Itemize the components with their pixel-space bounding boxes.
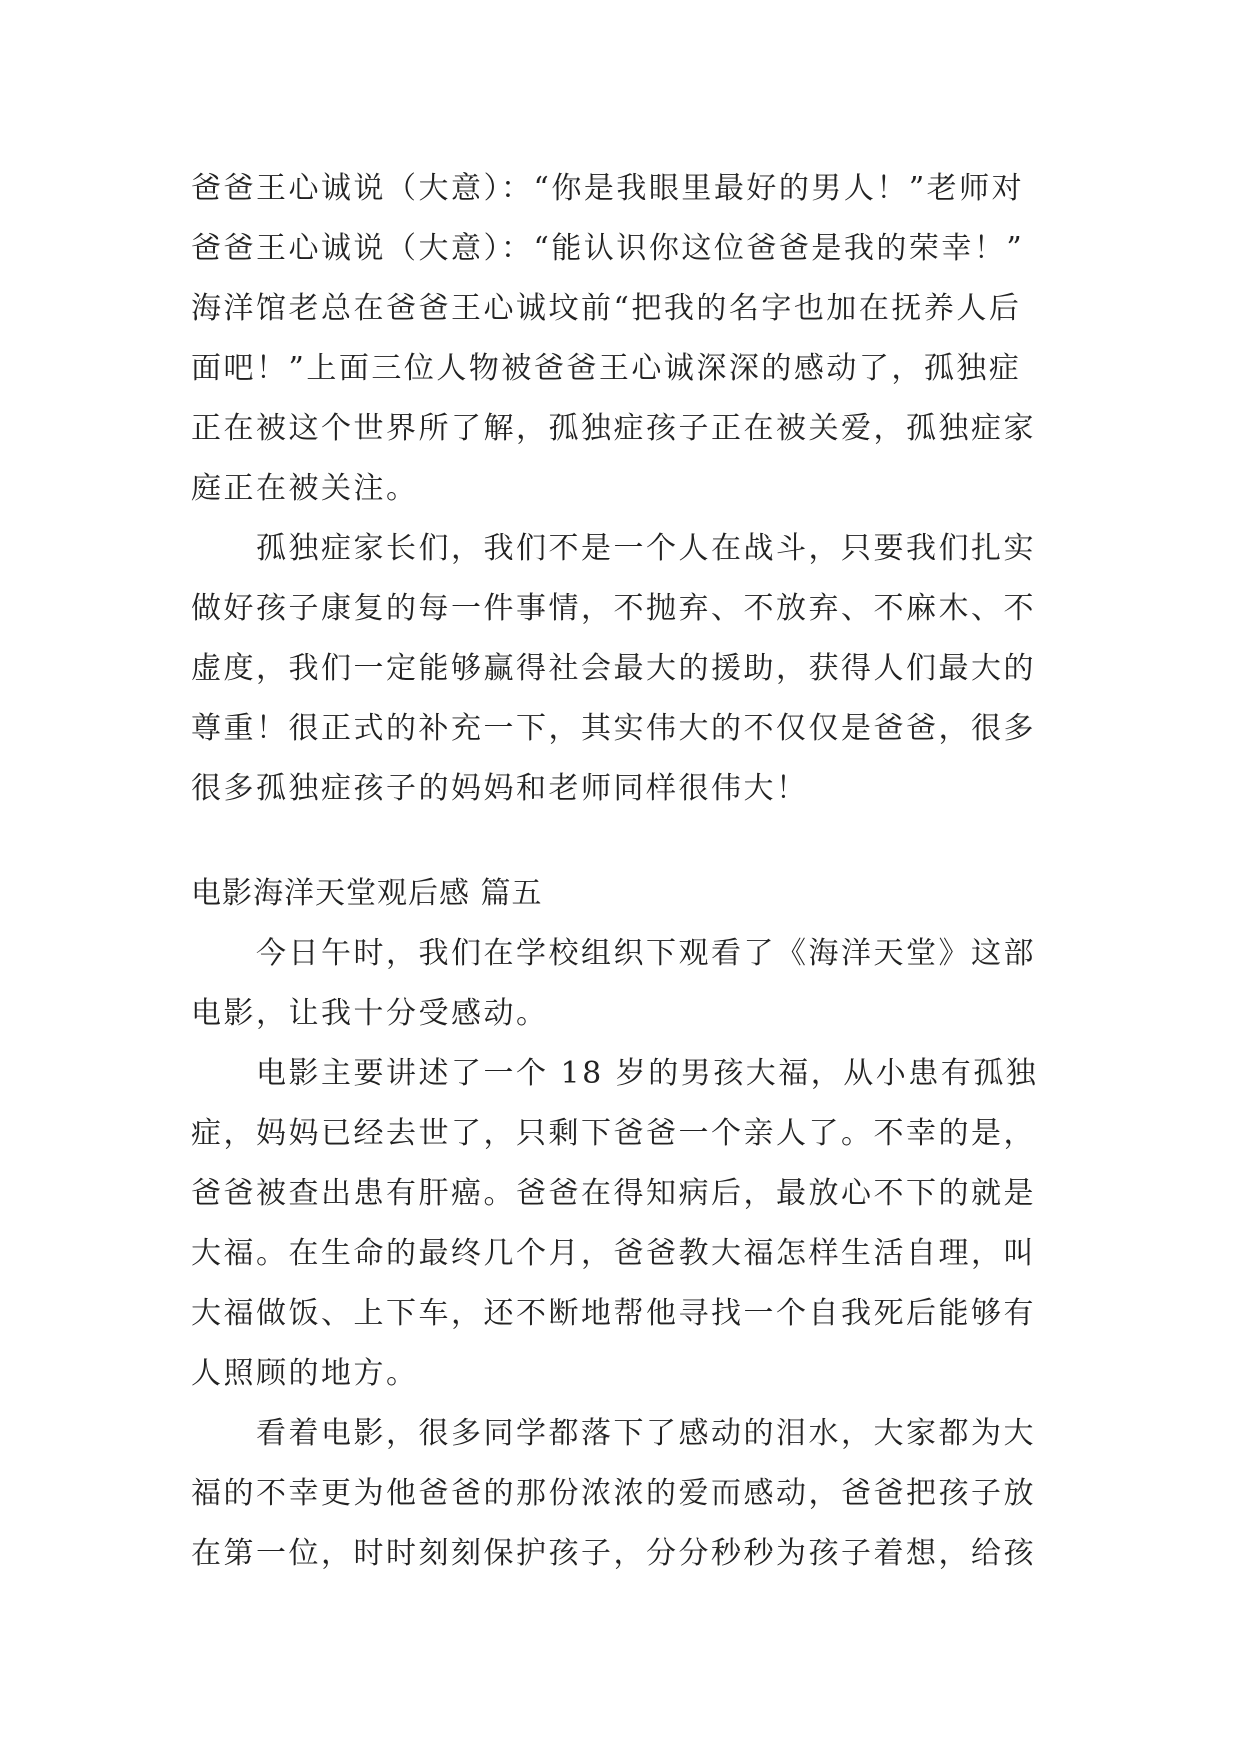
text-line: 爸爸被查出患有肝癌。爸爸在得知病后，最放心不下的就是: [191, 1176, 1036, 1211]
text-line: 在第一位，时时刻刻保护孩子，分分秒秒为孩子着想，给孩: [191, 1536, 1036, 1571]
text-line: 正在被这个世界所了解，孤独症孩子正在被关爱，孤独症家: [191, 411, 1036, 446]
text-line: 做好孩子康复的每一件事情，不抛弃、不放弃、不麻木、不: [191, 591, 1036, 626]
text-line: 爸爸王心诚说（大意）：“你是我眼里最好的男人！”老师对: [191, 171, 1025, 206]
paragraph-parents: [191, 519, 1061, 819]
text-line: 今日午时，我们在学校组织下观看了《海洋天堂》这部: [191, 936, 1036, 971]
text-line: 面吧！”上面三位人物被爸爸王心诚深深的感动了，孤独症: [191, 351, 1022, 386]
paragraph-gap: [191, 819, 1061, 864]
text-line: 电影，让我十分受感动。: [191, 996, 549, 1031]
document-body: [191, 159, 1061, 1584]
text-line: 海洋馆老总在爸爸王心诚坟前“把我的名字也加在抚养人后: [191, 291, 1022, 326]
text-line: 症，妈妈已经去世了，只剩下爸爸一个亲人了。不幸的是，: [191, 1116, 1036, 1151]
text-line: 虚度，我们一定能够赢得社会最大的援助，获得人们最大的: [191, 651, 1036, 686]
text-line: 尊重！很正式的补充一下，其实伟大的不仅仅是爸爸，很多: [191, 711, 1036, 746]
text-line: 人照顾的地方。: [191, 1356, 419, 1391]
paragraph-continued: [191, 159, 1061, 519]
text-line: 孤独症家长们，我们不是一个人在战斗，只要我们扎实: [191, 531, 1036, 566]
section-title: 电影海洋天堂观后感 篇五: [191, 876, 543, 911]
text-line: 大福。在生命的最终几个月，爸爸教大福怎样生活自理，叫: [191, 1236, 1036, 1271]
text-line: 很多孤独症孩子的妈妈和老师同样很伟大！: [191, 771, 809, 806]
text-line: 大福做饭、上下车，还不断地帮他寻找一个自我死后能够有: [191, 1296, 1036, 1331]
text-line: 爸爸王心诚说（大意）：“能认识你这位爸爸是我的荣幸！”: [191, 231, 1025, 266]
text-line: 电影主要讲述了一个 18 岁的男孩大福，从小患有孤独: [191, 1056, 1039, 1091]
paragraph-intro: [191, 924, 1061, 1044]
text-line: 看着电影，很多同学都落下了感动的泪水，大家都为大: [191, 1416, 1036, 1451]
text-line: 庭正在被关注。: [191, 471, 419, 506]
paragraph-plot: [191, 1044, 1061, 1404]
text-line: 福的不幸更为他爸爸的那份浓浓的爱而感动，爸爸把孩子放: [191, 1476, 1036, 1511]
paragraph-feelings: [191, 1404, 1061, 1584]
